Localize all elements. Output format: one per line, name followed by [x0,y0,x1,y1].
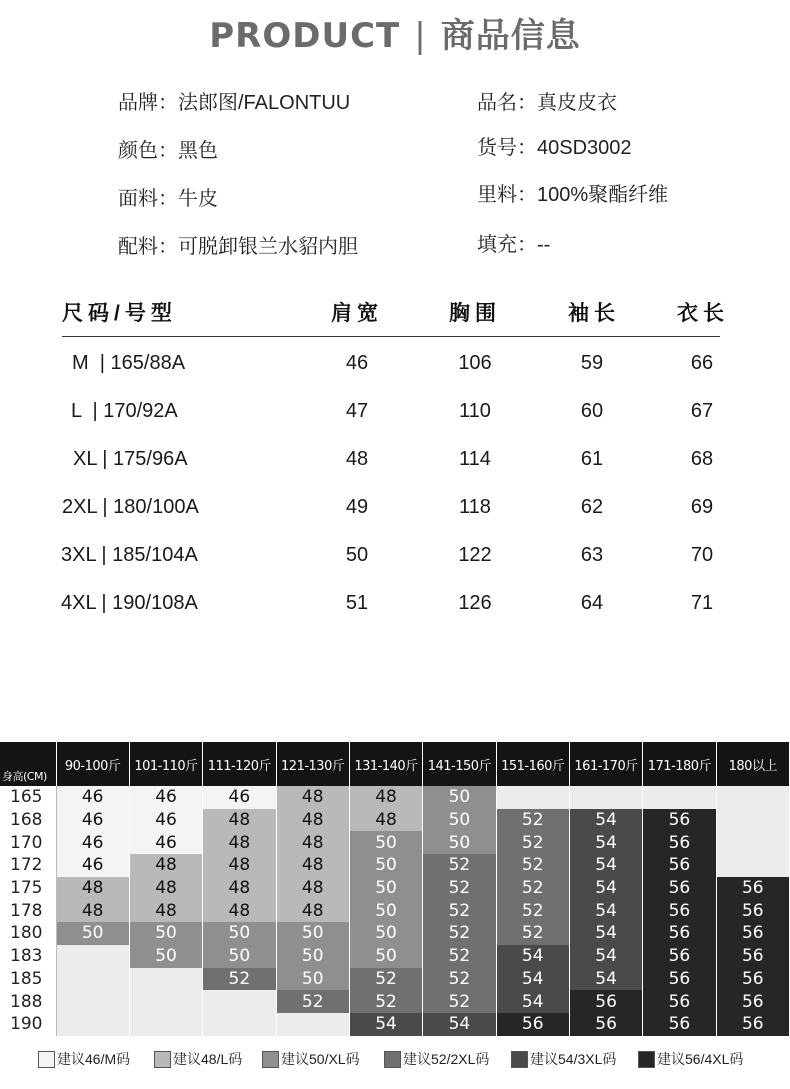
info-value: 可脱卸银兰水貂内胆 [178,236,358,258]
size-cell-sleeve: 60 [580,400,604,422]
fit-chart-cell: 52 [423,877,496,900]
fit-chart-row [0,809,790,832]
fit-chart-row [0,990,790,1013]
info-label: 填充： [477,234,537,256]
size-row [0,592,790,632]
fit-chart-cell: 54 [496,945,569,968]
fit-chart-cell: 56 [716,1013,789,1036]
fit-chart-cell: 50 [349,831,422,854]
fit-chart-cell: 52 [423,945,496,968]
fit-chart-cell [716,854,789,877]
fit-chart-height: 180 [0,922,56,945]
fit-chart-cell: 50 [349,945,422,968]
fit-chart-cell: 48 [276,831,349,854]
fit-chart-cell: 48 [203,809,276,832]
legend-swatch [262,1051,279,1068]
fit-chart-cell: 48 [203,831,276,854]
fit-chart-cell: 56 [716,990,789,1013]
info-label: 品牌： [118,92,178,114]
fit-chart-cell [716,786,789,809]
fit-chart-cell: 48 [203,899,276,922]
legend-swatch [638,1051,655,1068]
fit-chart-cell: 56 [569,990,642,1013]
title-en: PRODUCT [209,16,401,56]
fit-chart-row [0,968,790,991]
info-product-name [477,86,617,115]
fit-chart-cell [129,968,202,991]
size-cell-length: 71 [690,592,714,614]
size-cell-chest: 122 [458,544,492,566]
size-cell-sleeve: 63 [580,544,604,566]
size-row [0,544,790,584]
fit-chart-cell: 52 [423,990,496,1013]
fit-chart-cell: 46 [129,809,202,832]
fit-chart-row [0,877,790,900]
size-cell-chest: 126 [458,592,492,614]
fit-chart-cell: 56 [496,1013,569,1036]
size-cell-shoulder: 48 [345,448,369,470]
fit-chart-cell [56,990,129,1013]
fit-chart-height: 175 [0,877,56,900]
fit-chart-cell: 52 [423,922,496,945]
fit-chart-cell: 56 [643,899,716,922]
fit-chart-cell [56,968,129,991]
fit-chart-cell: 48 [129,899,202,922]
fit-chart-cell: 56 [716,877,789,900]
fit-chart-cell: 56 [716,945,789,968]
fit-chart-cell: 50 [129,945,202,968]
fit-chart-cell: 46 [56,831,129,854]
size-cell-shoulder: 49 [345,496,369,518]
fit-chart-cell: 52 [496,899,569,922]
fit-chart-cell: 48 [203,854,276,877]
size-cell-shoulder: 47 [345,400,369,422]
fit-chart-cell: 56 [643,854,716,877]
fit-chart-cell [276,1013,349,1036]
fit-chart-height: 183 [0,945,56,968]
size-cell-length: 68 [690,448,714,470]
size-row [0,352,790,392]
fit-chart-cell: 54 [569,831,642,854]
fit-chart-cell [129,990,202,1013]
fit-chart-cell: 48 [129,854,202,877]
fit-chart-cell: 54 [349,1013,422,1036]
fit-chart-cell [129,1013,202,1036]
fit-chart-cell: 50 [276,945,349,968]
fit-chart-cell: 48 [276,854,349,877]
fit-chart-weight-header: 151-160斤 [496,742,569,786]
fit-chart-cell: 56 [643,968,716,991]
info-brand [118,86,350,115]
fit-chart-cell [56,945,129,968]
info-value: 法郎图/FALONTUU [178,92,351,114]
fit-chart-cell: 52 [349,990,422,1013]
info-lining [477,178,668,207]
size-cell-sleeve: 61 [580,448,604,470]
info-label: 面料： [118,188,178,210]
size-header-length: 衣长 [677,302,729,325]
fit-chart-height: 185 [0,968,56,991]
fit-chart-cell: 54 [569,899,642,922]
fit-chart-row [0,854,790,877]
fit-chart-cell: 54 [569,877,642,900]
fit-chart-cell: 46 [56,809,129,832]
fit-chart-cell: 52 [423,968,496,991]
size-cell-shoulder: 51 [345,592,369,614]
fit-chart-cell: 50 [349,854,422,877]
info-item-number [477,131,632,160]
size-cell-shoulder: 50 [345,544,369,566]
size-row [0,400,790,440]
size-cell-chest: 114 [459,448,491,470]
legend-swatch [154,1051,171,1068]
fit-chart-cell: 50 [349,922,422,945]
fit-chart-weight-header: 111-120斤 [203,742,276,786]
fit-chart-row [0,899,790,922]
fit-chart-cell [569,786,642,809]
fit-chart-cell [203,990,276,1013]
fit-chart-cell: 50 [349,899,422,922]
fit-chart-cell: 56 [643,1013,716,1036]
size-cell-shoulder: 46 [345,352,369,374]
fit-chart-cell: 48 [276,899,349,922]
info-value: 黑色 [178,140,218,162]
fit-chart-cell: 56 [643,809,716,832]
info-fabric [118,182,218,211]
fit-chart-cell: 54 [496,968,569,991]
fit-chart-cell: 50 [423,831,496,854]
fit-chart-row [0,1013,790,1036]
size-cell-sleeve: 59 [580,352,604,374]
fit-chart-weight-header: 171-180斤 [643,742,716,786]
info-filling [477,228,550,257]
fit-chart-cell: 56 [643,945,716,968]
fit-chart-body [0,786,790,1036]
fit-chart-cell: 48 [349,786,422,809]
info-value: 真皮皮衣 [537,92,617,114]
fit-chart-cell: 54 [423,1013,496,1036]
fit-chart-cell: 48 [203,877,276,900]
fit-chart-cell: 50 [276,922,349,945]
fit-chart-height: 165 [0,786,56,809]
size-row [0,448,790,488]
fit-chart-corner-label: 身高(CM) [0,742,56,786]
legend-label: 建议46/M码 [57,1051,131,1067]
size-cell-size: XL | 175/96A [73,448,188,470]
fit-chart-cell: 52 [496,809,569,832]
fit-chart-cell: 52 [496,831,569,854]
info-color [118,134,218,163]
fit-chart-height: 172 [0,854,56,877]
fit-chart-table [0,742,790,1036]
info-label: 里料： [477,184,537,206]
fit-chart-cell: 48 [349,809,422,832]
size-cell-size: 4XL | 190/108A [61,592,198,614]
fit-chart-cell: 52 [276,990,349,1013]
legend-label: 建议52/2XL码 [403,1051,490,1067]
info-label: 货号： [477,137,537,159]
fit-chart-cell: 54 [569,854,642,877]
fit-chart-legend [38,1049,778,1069]
legend-swatch [511,1051,528,1068]
fit-chart-cell: 56 [716,922,789,945]
size-cell-chest: 118 [459,496,491,518]
fit-chart-cell: 50 [203,922,276,945]
legend-label: 建议54/3XL码 [530,1051,617,1067]
fit-chart-weight-header: 90-100斤 [56,742,129,786]
fit-chart-cell: 50 [276,968,349,991]
page-title [0,8,790,57]
fit-chart-cell: 50 [203,945,276,968]
fit-chart-cell: 52 [496,922,569,945]
fit-chart-cell: 48 [56,899,129,922]
fit-chart-cell: 50 [56,922,129,945]
size-cell-size: 2XL | 180/100A [62,496,199,518]
size-cell-length: 70 [690,544,714,566]
fit-chart-row [0,786,790,809]
fit-chart [0,742,790,1036]
fit-chart-cell: 56 [716,899,789,922]
fit-chart-height: 190 [0,1013,56,1036]
size-cell-length: 69 [690,496,714,518]
fit-chart-cell: 46 [56,854,129,877]
size-cell-length: 67 [690,400,714,422]
legend-label: 建议50/XL码 [281,1051,360,1067]
size-cell-sleeve: 64 [580,592,604,614]
info-value: -- [537,234,551,256]
size-cell-length: 66 [690,352,714,374]
fit-chart-cell [716,831,789,854]
fit-chart-height: 168 [0,809,56,832]
fit-chart-height: 170 [0,831,56,854]
legend-swatch [384,1051,401,1068]
size-header-chest: 胸围 [449,302,501,325]
fit-chart-row [0,945,790,968]
fit-chart-cell: 50 [349,877,422,900]
size-cell-sleeve: 62 [580,496,604,518]
size-header-sleeve: 袖长 [568,302,620,325]
size-header-divider [62,336,720,337]
fit-chart-weight-header: 131-140斤 [349,742,422,786]
title-cn: 商品信息 [440,16,581,56]
legend-label: 建议56/4XL码 [657,1051,744,1067]
fit-chart-cell: 48 [276,877,349,900]
fit-chart-cell [716,809,789,832]
size-cell-size: M | 165/88A [72,352,186,374]
fit-chart-cell: 56 [643,990,716,1013]
fit-chart-cell: 46 [129,831,202,854]
fit-chart-cell [203,1013,276,1036]
fit-chart-cell: 54 [569,968,642,991]
size-header-size: 尺码/号型 [62,302,177,325]
fit-chart-header-row [0,742,790,786]
size-header-shoulder: 肩宽 [331,302,383,325]
fit-chart-cell: 50 [423,786,496,809]
title-separator: | [414,16,427,56]
fit-chart-weight-header: 141-150斤 [423,742,496,786]
fit-chart-cell: 52 [423,854,496,877]
fit-chart-cell: 48 [276,809,349,832]
fit-chart-cell: 54 [569,945,642,968]
info-value: 100%聚酯纤维 [537,184,669,206]
fit-chart-cell: 48 [56,877,129,900]
fit-chart-row [0,831,790,854]
info-label: 颜色： [118,140,178,162]
info-value: 40SD3002 [537,137,632,159]
fit-chart-cell [496,786,569,809]
fit-chart-cell: 52 [423,899,496,922]
info-value: 牛皮 [178,188,218,210]
fit-chart-cell: 50 [129,922,202,945]
fit-chart-cell: 54 [569,809,642,832]
fit-chart-cell: 48 [276,786,349,809]
fit-chart-cell: 56 [643,831,716,854]
size-cell-size: 3XL | 185/104A [61,544,198,566]
fit-chart-cell: 52 [203,968,276,991]
info-label: 品名： [477,92,537,114]
fit-chart-cell: 52 [349,968,422,991]
fit-chart-cell: 46 [56,786,129,809]
fit-chart-cell [643,786,716,809]
fit-chart-cell: 46 [203,786,276,809]
info-label: 配料： [118,236,178,258]
fit-chart-cell: 56 [569,1013,642,1036]
fit-chart-weight-header: 161-170斤 [569,742,642,786]
fit-chart-cell [56,1013,129,1036]
fit-chart-cell: 48 [129,877,202,900]
info-accessories [118,230,358,259]
fit-chart-weight-header: 180以上 [716,742,789,786]
fit-chart-cell: 52 [496,854,569,877]
size-cell-size: L | 170/92A [71,400,178,422]
size-cell-chest: 106 [458,352,492,374]
fit-chart-cell: 54 [569,922,642,945]
legend-label: 建议48/L码 [173,1051,243,1067]
fit-chart-row [0,922,790,945]
fit-chart-cell: 56 [716,968,789,991]
fit-chart-cell: 52 [496,877,569,900]
fit-chart-height: 188 [0,990,56,1013]
fit-chart-height: 178 [0,899,56,922]
fit-chart-weight-header: 121-130斤 [276,742,349,786]
fit-chart-cell: 56 [643,877,716,900]
size-row [0,496,790,536]
legend-swatch [38,1051,55,1068]
fit-chart-cell: 46 [129,786,202,809]
fit-chart-weight-header: 101-110斤 [129,742,202,786]
fit-chart-cell: 56 [643,922,716,945]
fit-chart-cell: 50 [423,809,496,832]
size-cell-chest: 110 [459,400,491,422]
fit-chart-cell: 54 [496,990,569,1013]
